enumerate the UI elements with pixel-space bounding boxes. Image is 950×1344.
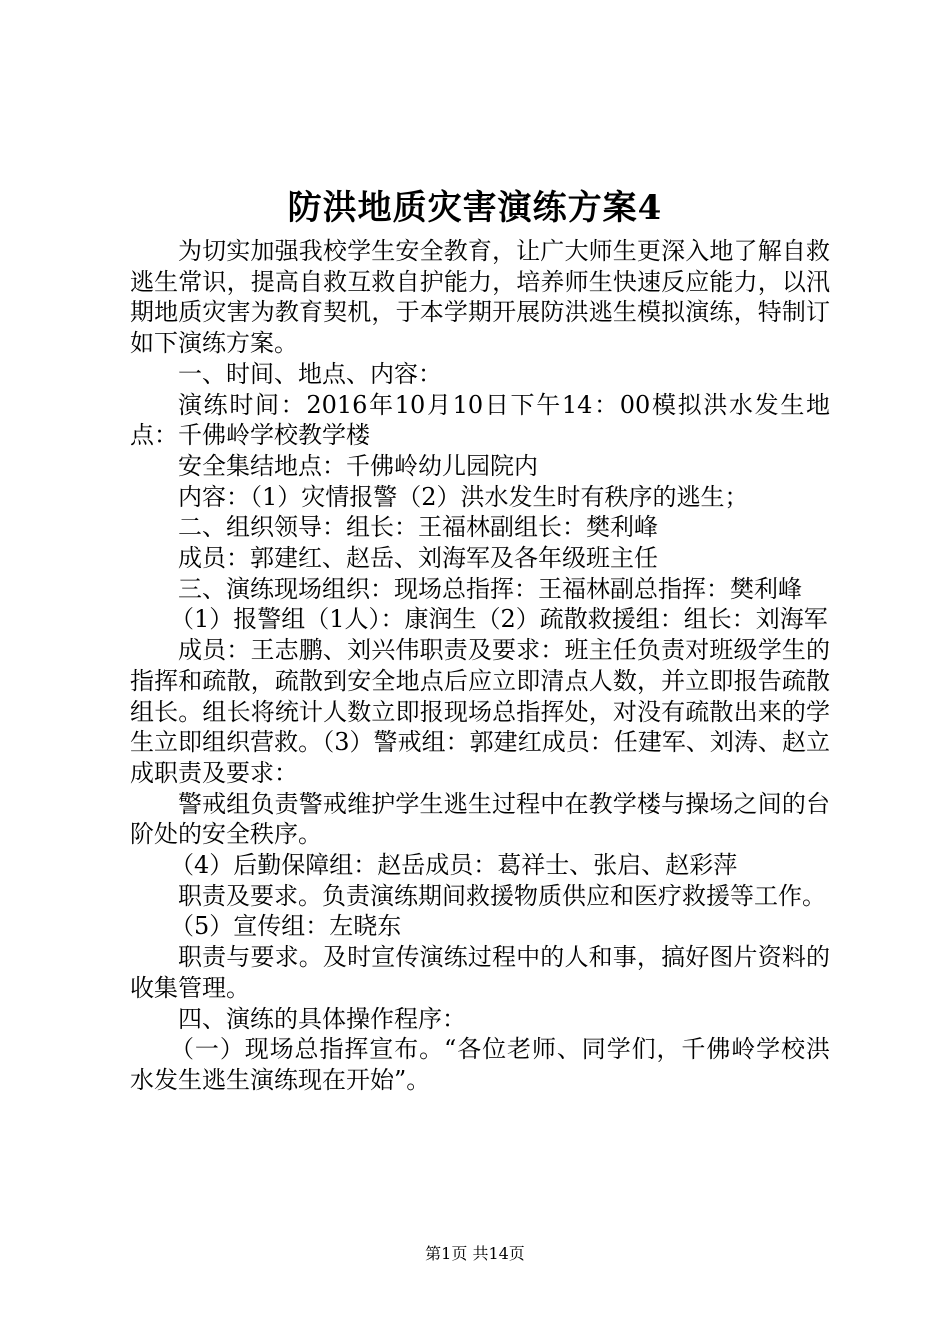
paragraph-evacuation-duties: 成员：王志鹏、刘兴伟职责及要求：班主任负责对班级学生的指挥和疏散，疏散到安全地点后应立即清点人数，并立即报告疏散组长。组长将统计人数立即报现场总指挥处，对没有疏散出来的学生立即组织营救。（3）警戒组：郭建红成员：任建军、刘涛、赵立成职责及要求： bbox=[130, 636, 830, 787]
paragraph-procedure-step-1: （一）现场总指挥宣布。“各位老师、同学们，千佛岭学校洪水发生逃生演练现在开始”。 bbox=[130, 1035, 830, 1094]
section-heading-procedure: 四、演练的具体操作程序： bbox=[178, 1004, 466, 1033]
paragraph-assembly-point: 安全集结地点：千佛岭幼儿园院内 bbox=[178, 451, 538, 480]
paragraph-members: 成员：郭建红、赵岳、刘海军及各年级班主任 bbox=[178, 544, 658, 573]
section-heading-site-organization: 三、演练现场组织：现场总指挥：王福林副总指挥：樊利峰 bbox=[178, 574, 802, 603]
paragraph-publicity-group: （5）宣传组：左晓东 bbox=[170, 912, 402, 941]
paragraph-alarm-group: （1）报警组（1人）：康润生（2）疏散救援组：组长：刘海军 bbox=[170, 605, 828, 634]
section-heading-time-place: 一、时间、地点、内容： bbox=[178, 359, 442, 388]
page-number-footer: 第1页 共14页 bbox=[425, 1244, 525, 1263]
paragraph-intro: 为切实加强我校学生安全教育，让广大师生更深入地了解自救逃生常识，提高自救互救自护能力，培养师生快速反应能力，以汛期地质灾害为教育契机，于本学期开展防洪逃生模拟演练，特制订如下演练方案。 bbox=[130, 237, 830, 358]
document-title: 防洪地质灾害演练方案4 bbox=[287, 188, 663, 228]
paragraph-logistics-group: （4）后勤保障组：赵岳成员：葛祥士、张启、赵彩萍 bbox=[170, 851, 738, 880]
document-body bbox=[130, 236, 830, 1096]
section-heading-leadership: 二、组织领导：组长：王福林副组长：樊利峰 bbox=[178, 513, 658, 542]
paragraph-logistics-duties: 职责及要求。负责演练期间救援物质供应和医疗救援等工作。 bbox=[178, 881, 826, 910]
paragraph-publicity-duties: 职责与要求。及时宣传演练过程中的人和事，搞好图片资料的收集管理。 bbox=[130, 943, 830, 1002]
paragraph-guard-duties: 警戒组负责警戒维护学生逃生过程中在教学楼与操场之间的台阶处的安全秩序。 bbox=[130, 789, 830, 849]
paragraph-content: 内容：（1）灾情报警（2）洪水发生时有秩序的逃生； bbox=[178, 482, 749, 511]
paragraph-drill-time: 演练时间：2016年10月10日下午14：00模拟洪水发生地点：千佛岭学校教学楼 bbox=[130, 390, 830, 450]
